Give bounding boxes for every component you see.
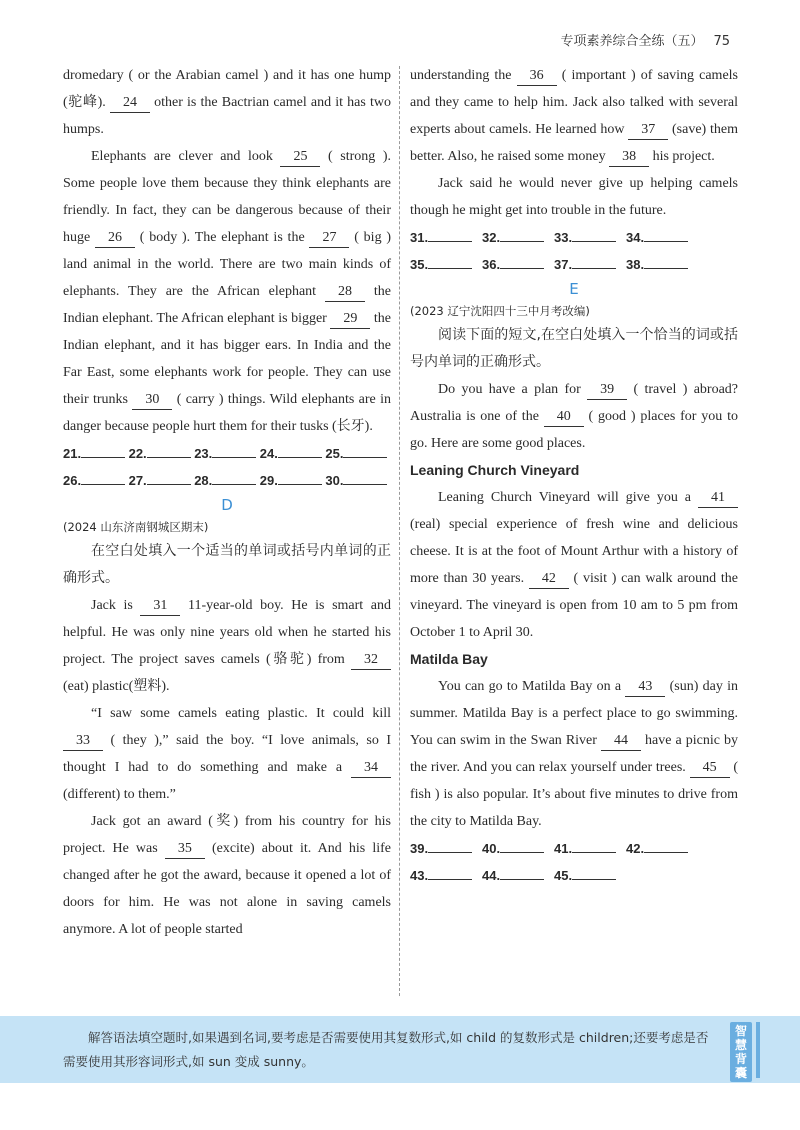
blank-32: 32 xyxy=(351,651,391,670)
passage-c-continuation: dromedary ( or the Arabian camel ) and it has one hump (驼峰). 24 other is the Bactrian camel and it has two humps. xyxy=(63,68,391,137)
answer-slot[interactable]: 30. xyxy=(325,467,391,494)
answer-row-35-38 xyxy=(410,251,738,278)
answer-slot[interactable]: 37. xyxy=(554,251,626,278)
answer-slot[interactable]: 33. xyxy=(554,224,626,251)
answer-slot[interactable]: 26. xyxy=(63,467,129,494)
blank-41: 41 xyxy=(698,489,738,508)
answer-slot[interactable]: 29. xyxy=(260,467,326,494)
answer-slot[interactable]: 40. xyxy=(482,835,554,862)
tip-text: 解答语法填空题时,如果遇到名词,要考虑是否需要使用其复数形式,如 child 的复数形式是 children;还要考虑是否需要使用其形容词形式,如 sun 变成 sunny。 xyxy=(63,1030,709,1069)
blank-39: 39 xyxy=(587,381,627,400)
answer-slot[interactable]: 25. xyxy=(325,440,391,467)
section-e-instruction: 阅读下面的短文,在空白处填入一个恰当的词或括号内单词的正确形式。 xyxy=(410,327,738,370)
answer-slot[interactable]: 32. xyxy=(482,224,554,251)
answer-slot[interactable]: 24. xyxy=(260,440,326,467)
answer-row-39-42 xyxy=(410,835,738,862)
blank-42: 42 xyxy=(529,570,569,589)
answer-slot[interactable]: 21. xyxy=(63,440,129,467)
tip-box xyxy=(0,1016,800,1083)
tip-stripe xyxy=(756,1022,760,1078)
passage-e-vineyard: Leaning Church Vineyard will give you a 41 (real) special experience of fresh wine and delicious cheese. It is at the foot of Mount Arthur with a history of more than 30 years. 42 ( visit ) can walk around the vineyard. The vineyard is open from 10 am to 5 pm from October 1 to April 30. xyxy=(410,490,738,640)
column-divider xyxy=(399,66,400,996)
blank-34: 34 xyxy=(351,759,391,778)
answer-slot[interactable]: 44. xyxy=(482,862,554,889)
answer-row-21-25 xyxy=(63,440,391,467)
blank-25: 25 xyxy=(280,148,320,167)
passage-e-intro: Do you have a plan for 39 ( travel ) abroad? Australia is one of the 40 ( good ) places for you to go. Here are some good places. xyxy=(410,382,738,451)
section-d-instruction: 在空白处填入一个适当的单词或括号内单词的正确形式。 xyxy=(63,543,391,586)
answer-slot[interactable]: 36. xyxy=(482,251,554,278)
blank-45: 45 xyxy=(690,759,730,778)
answer-row-26-30 xyxy=(63,467,391,494)
subheading-leaning-church: Leaning Church Vineyard xyxy=(410,462,580,478)
section-e-letter: E xyxy=(569,280,579,298)
passage-d-paragraph-2: “I saw some camels eating plastic. It could kill 33 ( they ),” said the boy. “I love animals, so I thought I had to do something and make a 34 (different) to them.” xyxy=(63,706,391,802)
answer-slot[interactable]: 38. xyxy=(626,251,698,278)
passage-c-paragraph-elephants: Elephants are clever and look 25 ( strong ). Some people love them because they think elephants are friendly. In fact, they can be dangerous because of their huge 26 ( body ). The elephant is the 27 ( big ) land animal in the world. There are two main kinds of elephants. They are the African elephant 28 the Indian elephant. The African elephant is bigger 29 the Indian elephant, and it has bigger ears. In India and the Far East, some elephants work for people. They can use their trunks 30 ( carry ) things. Wild elephants are in danger because people hurt them for their tusks (长牙). xyxy=(63,149,392,434)
blank-43: 43 xyxy=(625,678,665,697)
page-number: 75 xyxy=(713,34,730,49)
tip-label: 智慧背囊 xyxy=(730,1022,752,1082)
answer-slot[interactable]: 23. xyxy=(194,440,260,467)
answer-slot[interactable]: 39. xyxy=(410,835,482,862)
header-title: 专项素养综合全练（五） xyxy=(560,34,704,49)
subheading-matilda-bay: Matilda Bay xyxy=(410,651,488,667)
blank-44: 44 xyxy=(601,732,641,751)
passage-e-matilda: You can go to Matilda Bay on a 43 (sun) day in summer. Matilda Bay is a perfect place to go swimming. You can swim in the Swan River 44 have a picnic by the river. And you can relax yourself under trees. 45 ( fish ) is also popular. It’s about five minutes to drive from the city to Matilda Bay. xyxy=(410,679,738,829)
answer-row-43-45 xyxy=(410,862,738,889)
answer-slot[interactable]: 31. xyxy=(410,224,482,251)
passage-d-paragraph-3: Jack got an award (奖) from his country for his project. He was 35 (excite) about it. And his life changed after he got the award, because it opened a lot of doors for him. He was not alone in saving camels anymore. A lot of people started xyxy=(63,814,391,937)
answer-slot[interactable]: 35. xyxy=(410,251,482,278)
answer-slot[interactable]: 43. xyxy=(410,862,482,889)
answer-slot[interactable]: 41. xyxy=(554,835,626,862)
answer-slot[interactable]: 28. xyxy=(194,467,260,494)
section-e-source: (2023 辽宁沈阳四十三中月考改编) xyxy=(410,304,590,318)
blank-27: 27 xyxy=(309,229,349,248)
blank-29: 29 xyxy=(330,310,370,329)
blank-26: 26 xyxy=(95,229,135,248)
answer-slot[interactable]: 27. xyxy=(129,467,195,494)
blank-37: 37 xyxy=(628,121,668,140)
answer-slot[interactable]: 34. xyxy=(626,224,698,251)
blank-36: 36 xyxy=(517,67,557,86)
right-column xyxy=(410,62,738,889)
left-column xyxy=(63,62,391,943)
answer-row-31-34 xyxy=(410,224,738,251)
blank-38: 38 xyxy=(609,148,649,167)
blank-33: 33 xyxy=(63,732,103,751)
blank-28: 28 xyxy=(325,283,365,302)
blank-35: 35 xyxy=(165,840,205,859)
passage-d-paragraph-1: Jack is 31 11-year-old boy. He is smart and helpful. He was only nine years old when he started his project. The project saves camels (骆驼) from 32 (eat) plastic(塑料). xyxy=(63,598,391,694)
blank-40: 40 xyxy=(544,408,584,427)
passage-d-continuation: understanding the 36 ( important ) of saving camels and they came to help him. Jack also talked with several experts about camels. He learned how 37 (save) them better. Also, he raised some money 38 his project. xyxy=(410,62,738,170)
blank-31: 31 xyxy=(140,597,180,616)
page-header xyxy=(560,30,730,49)
section-d-letter: D xyxy=(221,496,233,514)
blank-24: 24 xyxy=(110,94,150,113)
section-d-source: (2024 山东济南钢城区期末) xyxy=(63,520,209,534)
answer-slot[interactable]: 45. xyxy=(554,862,626,889)
answer-slot[interactable]: 42. xyxy=(626,835,698,862)
passage-d-final-paragraph: Jack said he would never give up helping camels though he might get into trouble in the future. xyxy=(410,176,738,218)
blank-30: 30 xyxy=(132,391,172,410)
answer-slot[interactable]: 22. xyxy=(129,440,195,467)
